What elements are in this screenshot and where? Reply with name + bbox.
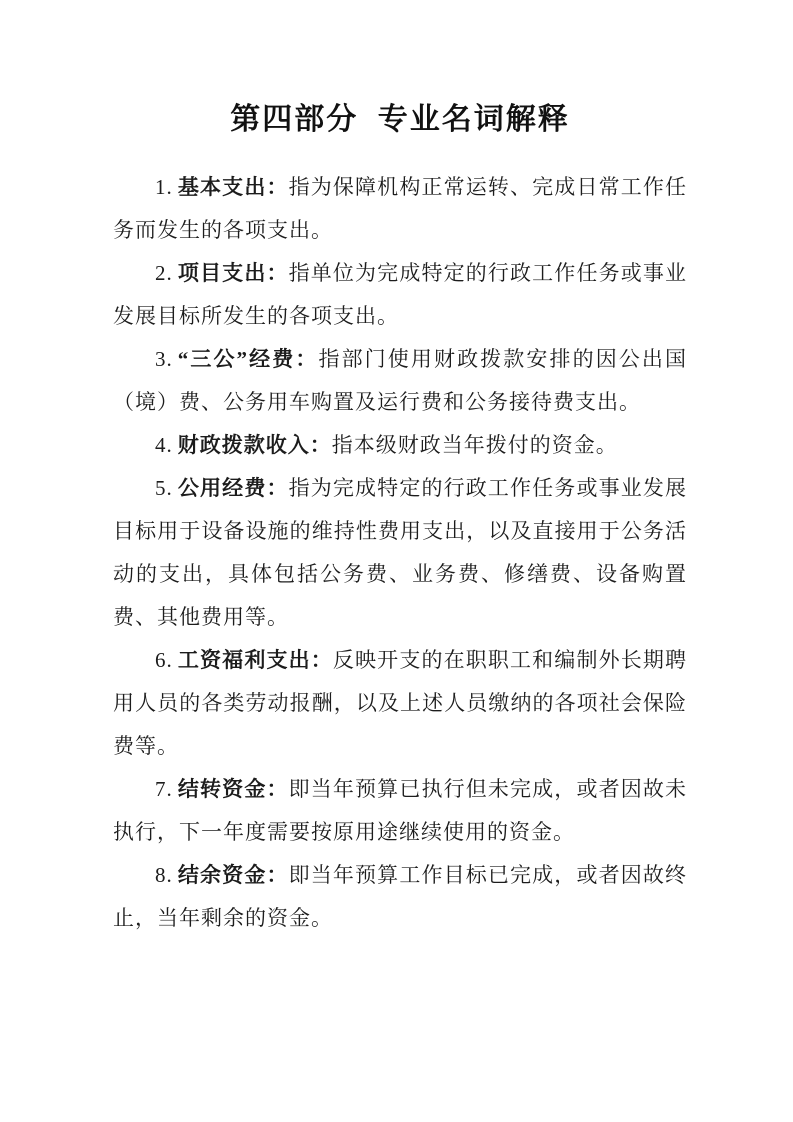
term-label: 结余资金： — [177, 863, 289, 887]
term-label: 工资福利支出： — [177, 648, 333, 672]
term-item — [113, 467, 687, 639]
term-item — [113, 166, 687, 252]
term-number: 5. — [155, 476, 173, 500]
term-definition: 指为保障机构正常运转、完成日常工作任务而发生的各项支出。 — [113, 175, 688, 242]
term-item — [113, 338, 687, 424]
page-title: 第四部分 专业名词解释 — [230, 103, 570, 136]
term-label: 财政拨款收入： — [177, 433, 332, 457]
term-item — [113, 639, 687, 768]
term-definition: 反映开支的在职职工和编制外长期聘用人员的各类劳动报酬，以及上述人员缴纳的各项社会保险费等。 — [113, 648, 688, 758]
term-definition: 指本级财政当年拨付的资金。 — [331, 433, 618, 457]
term-item — [113, 424, 687, 467]
term-number: 6. — [155, 648, 173, 672]
term-number: 4. — [155, 433, 173, 457]
term-label: “三公”经费： — [177, 347, 319, 371]
term-definition: 指为完成特定的行政工作任务或事业发展目标用于设备设施的维持性费用支出，以及直接用于公务活动的支出，具体包括公务费、业务费、修缮费、设备购置费、其他费用等。 — [113, 476, 688, 629]
term-definition: 即当年预算已执行但未完成，或者因故未执行，下一年度需要按原用途继续使用的资金。 — [113, 777, 688, 844]
term-definition: 指部门使用财政拨款安排的因公出国（境）费、公务用车购置及运行费和公务接待费支出。 — [113, 347, 688, 414]
term-definition: 即当年预算工作目标已完成，或者因故终止，当年剩余的资金。 — [113, 863, 688, 930]
term-label: 结转资金： — [177, 777, 289, 801]
term-item — [113, 252, 687, 338]
term-definition: 指单位为完成特定的行政工作任务或事业发展目标所发生的各项支出。 — [113, 261, 688, 328]
term-number: 1. — [155, 175, 173, 199]
term-item — [113, 768, 687, 854]
term-number: 2. — [155, 261, 173, 285]
term-number: 3. — [155, 347, 173, 371]
term-label: 基本支出： — [177, 175, 289, 199]
term-number: 7. — [155, 777, 173, 801]
term-label: 公用经费： — [177, 476, 289, 500]
term-item — [113, 854, 687, 940]
term-label: 项目支出： — [177, 261, 289, 285]
term-number: 8. — [155, 863, 173, 887]
terms-list — [113, 166, 687, 940]
